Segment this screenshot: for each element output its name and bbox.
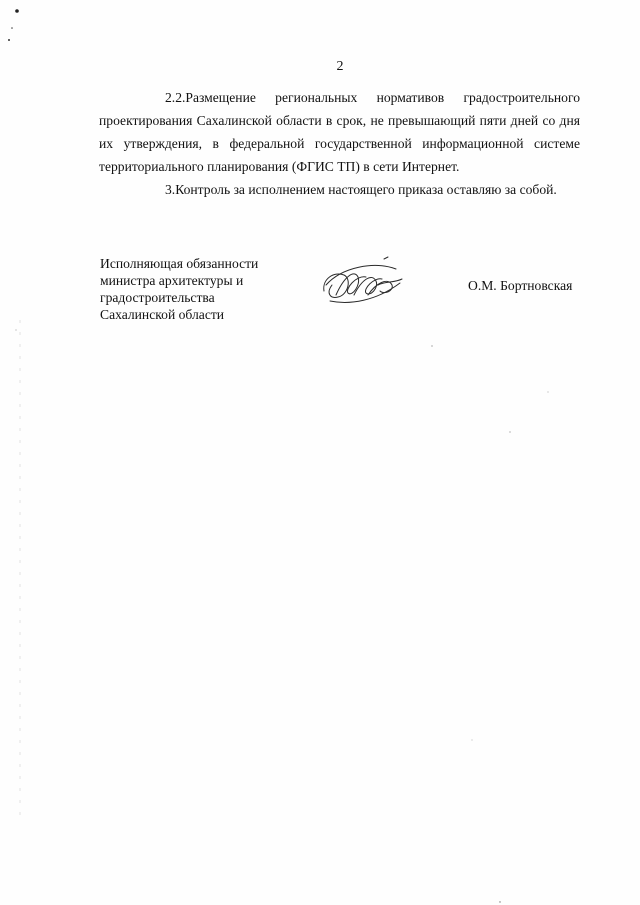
paragraph-number: 3. [165,182,176,197]
position-line: градостроительства [100,290,215,305]
signer-name: О.М. Бортновская [468,278,573,293]
position-line: Сахалинской области [100,307,225,322]
paragraph-3 [99,178,580,201]
page-number: 2 [336,59,344,74]
position-line: Исполняющая обязанности [100,256,259,271]
paragraph-text: Контроль за исполнением настоящего приказа оставляю за собой. [175,182,557,197]
signatory-position [100,255,300,323]
paragraph-number: 2.2. [165,90,186,105]
position-line: министра архитектуры и [100,273,244,288]
paragraph-2-2 [99,86,580,178]
handwritten-signature [318,255,404,311]
paragraph-text: Размещение региональных нормативов градостроительного проектирования Сахалинской области в срок, не превышающий пяти дней со дня их утверждения, в федеральной государственной информационной системе территориального планирования (ФГИС ТП) в сети Интернет. [99,90,580,174]
document-body [99,86,580,201]
